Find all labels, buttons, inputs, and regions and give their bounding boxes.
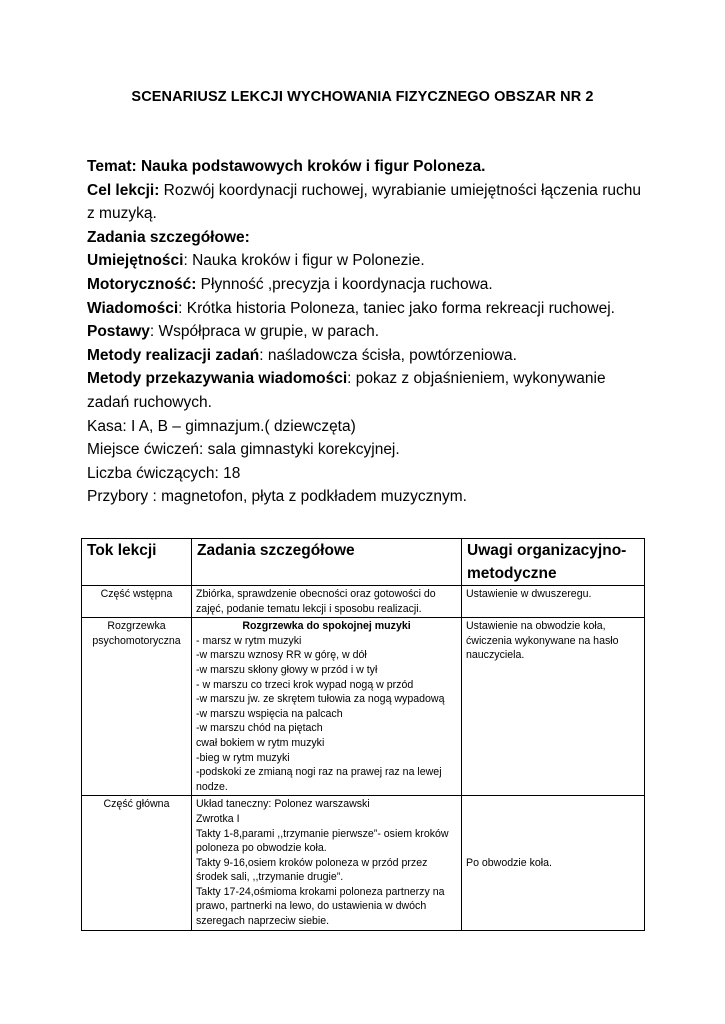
list-item: cwał bokiem w rytm muzyki bbox=[196, 736, 325, 749]
row-notes: Po obwodzie koła. bbox=[462, 796, 645, 930]
list-item: -w marszu wznosy RR w górę, w dół bbox=[196, 649, 367, 662]
equipment-line: Przybory : magnetofon, płyta z podkładem muzycznym. bbox=[87, 488, 467, 506]
list-item: Takty 17-24,ośmioma krokami poloneza partnerzy na prawo, partnerki na lewo, do ustawienia w dwóch szeregach naprzeciw siebie. bbox=[196, 885, 445, 928]
transfer-methods-line: Metody przekazywania wiadomości: pokaz z objaśnieniem, wykonywanie zadań ruchowych. bbox=[87, 370, 606, 411]
warmup-heading: Rozgrzewka do spokojnej muzyki bbox=[242, 620, 411, 633]
table-row bbox=[82, 796, 645, 930]
row-tasks bbox=[192, 796, 462, 930]
row-notes: Ustawienie w dwuszeregu. bbox=[462, 586, 645, 618]
list-item: -w marszu skłony głowy w przód i w tył bbox=[196, 663, 378, 676]
motor-line: Motoryczność: Płynność ,precyzja i koordynacja ruchowa. bbox=[87, 275, 493, 293]
skills-line: Umiejętności: Nauka kroków i figur w Polonezie. bbox=[87, 252, 425, 270]
attitudes-line: Postawy: Współpraca w grupie, w parach. bbox=[87, 323, 380, 341]
lesson-info bbox=[87, 155, 647, 509]
table-row bbox=[82, 586, 645, 618]
list-item: -podskoki ze zmianą nogi raz na prawej raz na lewej nodze. bbox=[196, 766, 442, 793]
list-item: - w marszu co trzeci krok wypad nogą w przód bbox=[196, 678, 414, 691]
list-item: Zwrotka I bbox=[196, 812, 240, 825]
header-uwagi: Uwagi organizacyjno-metodyczne bbox=[462, 539, 645, 586]
list-item: -bieg w rytm muzyki bbox=[196, 751, 290, 764]
count-line: Liczba ćwiczących: 18 bbox=[87, 464, 241, 482]
class-line: Kasa: I A, B – gimnazjum.( dziewczęta) bbox=[87, 417, 356, 435]
row-part: Rozgrzewka psychomotoryczna bbox=[82, 618, 192, 796]
list-item: Układ taneczny: Polonez warszawski bbox=[196, 798, 370, 811]
topic-line: Temat: Nauka podstawowych kroków i figur Poloneza. bbox=[87, 158, 486, 175]
goal-line: Cel lekcji: Rozwój koordynacji ruchowej, wyrabianie umiejętności łączenia ruchu z muzyką. bbox=[87, 181, 641, 223]
row-notes: Ustawienie na obwodzie koła, ćwiczenia wykonywane na hasło nauczyciela. bbox=[462, 618, 645, 796]
document-title: SCENARIUSZ LEKCJI WYCHOWANIA FIZYCZNEGO OBSZAR NR 2 bbox=[131, 89, 594, 105]
table-row bbox=[82, 618, 645, 796]
list-item: Takty 1-8,parami ,,trzymanie pierwsze”- osiem kroków poloneza po obwodzie koła. bbox=[196, 827, 449, 855]
header-zadania: Zadania szczegółowe bbox=[192, 539, 462, 586]
list-item: -w marszu chód na piętach bbox=[196, 722, 323, 735]
row-part: Część główna bbox=[82, 796, 192, 930]
header-tok: Tok lekcji bbox=[82, 539, 192, 586]
list-item: Takty 9-16,osiem kroków poloneza w przód przez środek sali, ,,trzymanie drugie”. bbox=[196, 856, 428, 884]
list-item: -w marszu jw. ze skrętem tułowia za nogą wypadową bbox=[196, 693, 445, 706]
list-item: - marsz w rytm muzyki bbox=[196, 634, 302, 647]
lesson-table bbox=[81, 538, 645, 931]
place-line: Miejsce ćwiczeń: sala gimnastyki korekcyjnej. bbox=[87, 441, 400, 459]
tasks-heading: Zadania szczegółowe: bbox=[87, 228, 250, 246]
table-header-row bbox=[82, 539, 645, 586]
methods-line: Metody realizacji zadań: naśladowcza ścisła, powtórzeniowa. bbox=[87, 346, 517, 364]
row-part: Część wstępna bbox=[82, 586, 192, 618]
row-tasks bbox=[192, 618, 462, 796]
row-tasks: Zbiórka, sprawdzenie obecności oraz gotowości do zajęć, podanie tematu lekcji i sposobu realizacji. bbox=[192, 586, 462, 618]
knowledge-line: Wiadomości: Krótka historia Poloneza, taniec jako forma rekreacji ruchowej. bbox=[87, 299, 615, 317]
list-item: -w marszu wspięcia na palcach bbox=[196, 707, 343, 720]
